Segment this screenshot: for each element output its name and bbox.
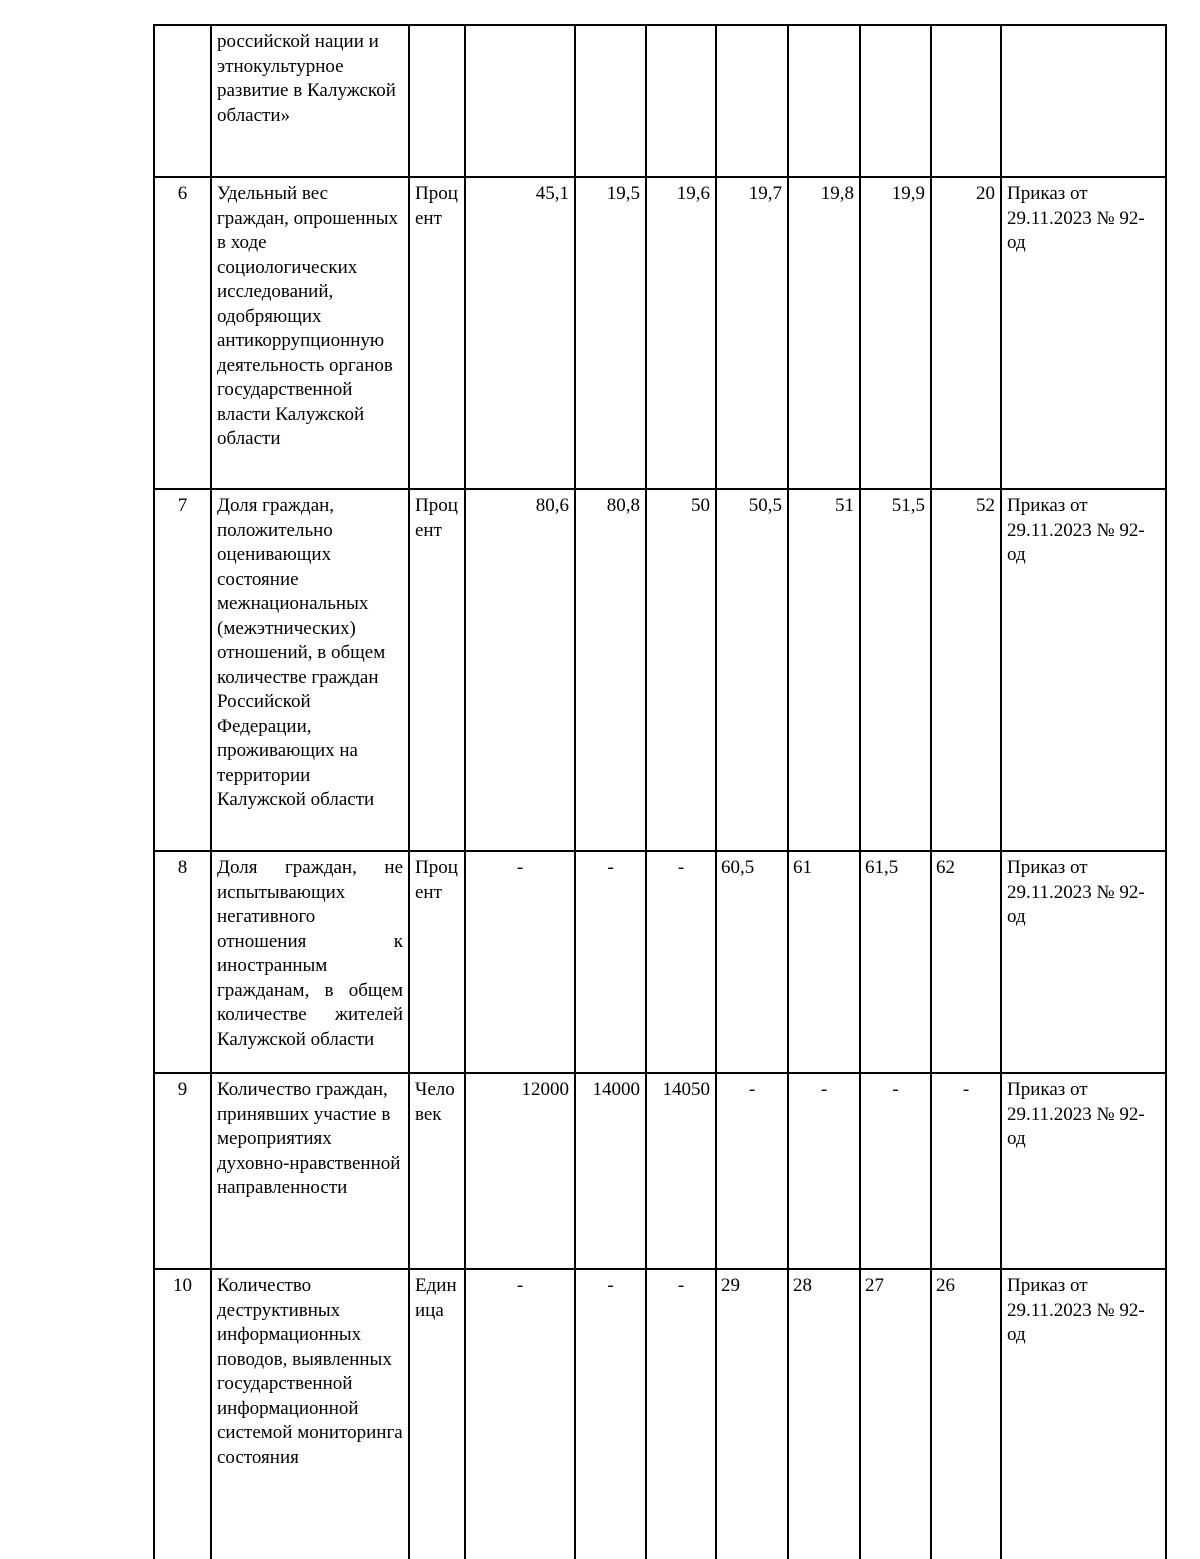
document-reference: Приказ от 29.11.2023 № 92-од	[1001, 489, 1166, 851]
value-cell	[716, 25, 788, 177]
value-cell: -	[646, 851, 716, 1073]
value-cell: 50	[646, 489, 716, 851]
unit-cell	[409, 25, 465, 177]
value-cell: 52	[931, 489, 1001, 851]
table-row	[154, 177, 1166, 489]
value-cell	[860, 25, 931, 177]
value-cell	[788, 25, 860, 177]
value-cell: 62	[931, 851, 1001, 1073]
value-cell	[575, 25, 646, 177]
indicator-name: Количество граждан, принявших участие в мероприятиях духовно-нравственной направленности	[211, 1073, 409, 1269]
row-number: 6	[154, 177, 211, 489]
document-reference	[1001, 25, 1166, 177]
row-number: 8	[154, 851, 211, 1073]
value-cell: -	[575, 851, 646, 1073]
unit-cell: Процент	[409, 177, 465, 489]
table-row	[154, 1269, 1166, 1559]
document-reference: Приказ от 29.11.2023 № 92-од	[1001, 1073, 1166, 1269]
document-reference: Приказ от 29.11.2023 № 92-од	[1001, 1269, 1166, 1559]
row-number: 9	[154, 1073, 211, 1269]
indicator-name: Удельный вес граждан, опрошенных в ходе социологических исследований, одобряющих антикоррупционную деятельность органов государственной власти Калужской области	[211, 177, 409, 489]
table-row	[154, 851, 1166, 1073]
value-cell: -	[575, 1269, 646, 1559]
value-cell: 61	[788, 851, 860, 1073]
value-cell: -	[465, 851, 575, 1073]
value-cell: -	[931, 1073, 1001, 1269]
value-cell: 51,5	[860, 489, 931, 851]
indicator-name: Количество деструктивных информационных поводов, выявленных государственной информационной системой мониторинга состояния	[211, 1269, 409, 1559]
value-cell: -	[465, 1269, 575, 1559]
value-cell: 19,8	[788, 177, 860, 489]
value-cell: 26	[931, 1269, 1001, 1559]
value-cell: 28	[788, 1269, 860, 1559]
value-cell: 14000	[575, 1073, 646, 1269]
unit-cell: Человек	[409, 1073, 465, 1269]
table-row	[154, 489, 1166, 851]
value-cell: 29	[716, 1269, 788, 1559]
value-cell: -	[788, 1073, 860, 1269]
value-cell: 27	[860, 1269, 931, 1559]
row-number: 10	[154, 1269, 211, 1559]
value-cell: 20	[931, 177, 1001, 489]
value-cell: 19,9	[860, 177, 931, 489]
value-cell: -	[646, 1269, 716, 1559]
value-cell: 19,5	[575, 177, 646, 489]
document-reference: Приказ от 29.11.2023 № 92-од	[1001, 851, 1166, 1073]
value-cell: 51	[788, 489, 860, 851]
value-cell: 80,6	[465, 489, 575, 851]
table-row	[154, 25, 1166, 177]
indicator-name: Доля граждан, положительно оценивающих состояние межнациональных (межэтнических) отношений, в общем количестве граждан Российской Федерации, проживающих на территории Калужской области	[211, 489, 409, 851]
value-cell: 80,8	[575, 489, 646, 851]
table-row	[154, 1073, 1166, 1269]
row-number	[154, 25, 211, 177]
value-cell	[465, 25, 575, 177]
value-cell: 14050	[646, 1073, 716, 1269]
unit-cell: Процент	[409, 851, 465, 1073]
value-cell: 60,5	[716, 851, 788, 1073]
value-cell: 12000	[465, 1073, 575, 1269]
unit-cell: Единица	[409, 1269, 465, 1559]
value-cell	[646, 25, 716, 177]
value-cell: 61,5	[860, 851, 931, 1073]
value-cell: -	[860, 1073, 931, 1269]
document-reference: Приказ от 29.11.2023 № 92-од	[1001, 177, 1166, 489]
value-cell: 50,5	[716, 489, 788, 851]
row-number: 7	[154, 489, 211, 851]
value-cell: 45,1	[465, 177, 575, 489]
value-cell	[931, 25, 1001, 177]
value-cell: -	[716, 1073, 788, 1269]
indicator-name: российской нации и этнокультурное развитие в Калужской области»	[211, 25, 409, 177]
value-cell: 19,6	[646, 177, 716, 489]
indicators-table	[153, 24, 1167, 1559]
indicator-name: Доля граждан, не испытывающих негативного отношения к иностранным гражданам, в общем количестве жителей Калужской области	[211, 851, 409, 1073]
value-cell: 19,7	[716, 177, 788, 489]
unit-cell: Процент	[409, 489, 465, 851]
